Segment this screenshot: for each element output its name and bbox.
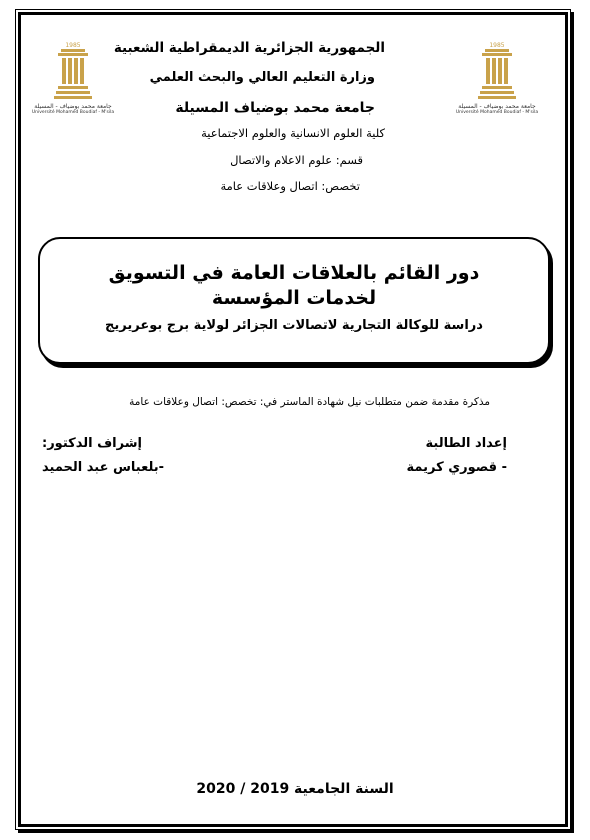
student-label: إعداد الطالبة	[425, 436, 507, 451]
student-name: - قصوري كريمة	[406, 460, 507, 475]
thesis-subtitle: دراسة للوكالة التجارية لاتصالات الجزائر لولاية برج بوعريريج	[105, 318, 483, 333]
academic-year: السنة الجامعية 2019 / 2020	[196, 781, 394, 797]
supervisor-name: -بلعباس عبد الحميد	[42, 460, 165, 475]
ministry-heading: وزارة التعليم العالي والبحث العلمي	[149, 70, 375, 85]
memo-note: مذكرة مقدمة ضمن متطلبات نيل شهادة الماستر في: تخصص: اتصال وعلاقات عامة	[129, 396, 490, 408]
logo-caption-fr: Université Mohamed Boudiaf - M'sila	[31, 110, 115, 115]
logo-year: 1985	[65, 42, 81, 49]
faculty-heading: كلية العلوم الانسانية والعلوم الاجتماعية	[201, 126, 385, 140]
logo-caption-fr: Université Mohamed Boudiaf - M'sila	[455, 110, 539, 115]
title-box	[38, 237, 550, 364]
thesis-title: دور القائم بالعلاقات العامة في التسويق لخدمات المؤسسة	[108, 262, 480, 309]
logo-caption-ar: جامعة محمد بوضياف - المسيلة	[34, 103, 112, 110]
supervisor-label: إشراف الدكتور:	[42, 436, 142, 451]
logo-caption-ar: جامعة محمد بوضياف - المسيلة	[458, 103, 536, 110]
specialty-heading: تخصص: اتصال وعلاقات عامة	[220, 179, 360, 193]
logo-year: 1985	[489, 42, 505, 49]
republic-heading: الجمهورية الجزائرية الديمقراطية الشعبية	[113, 40, 385, 56]
university-heading: جامعة محمد بوضياف المسيلة	[175, 100, 375, 116]
department-heading: قسم: علوم الاعلام والاتصال	[230, 153, 363, 167]
